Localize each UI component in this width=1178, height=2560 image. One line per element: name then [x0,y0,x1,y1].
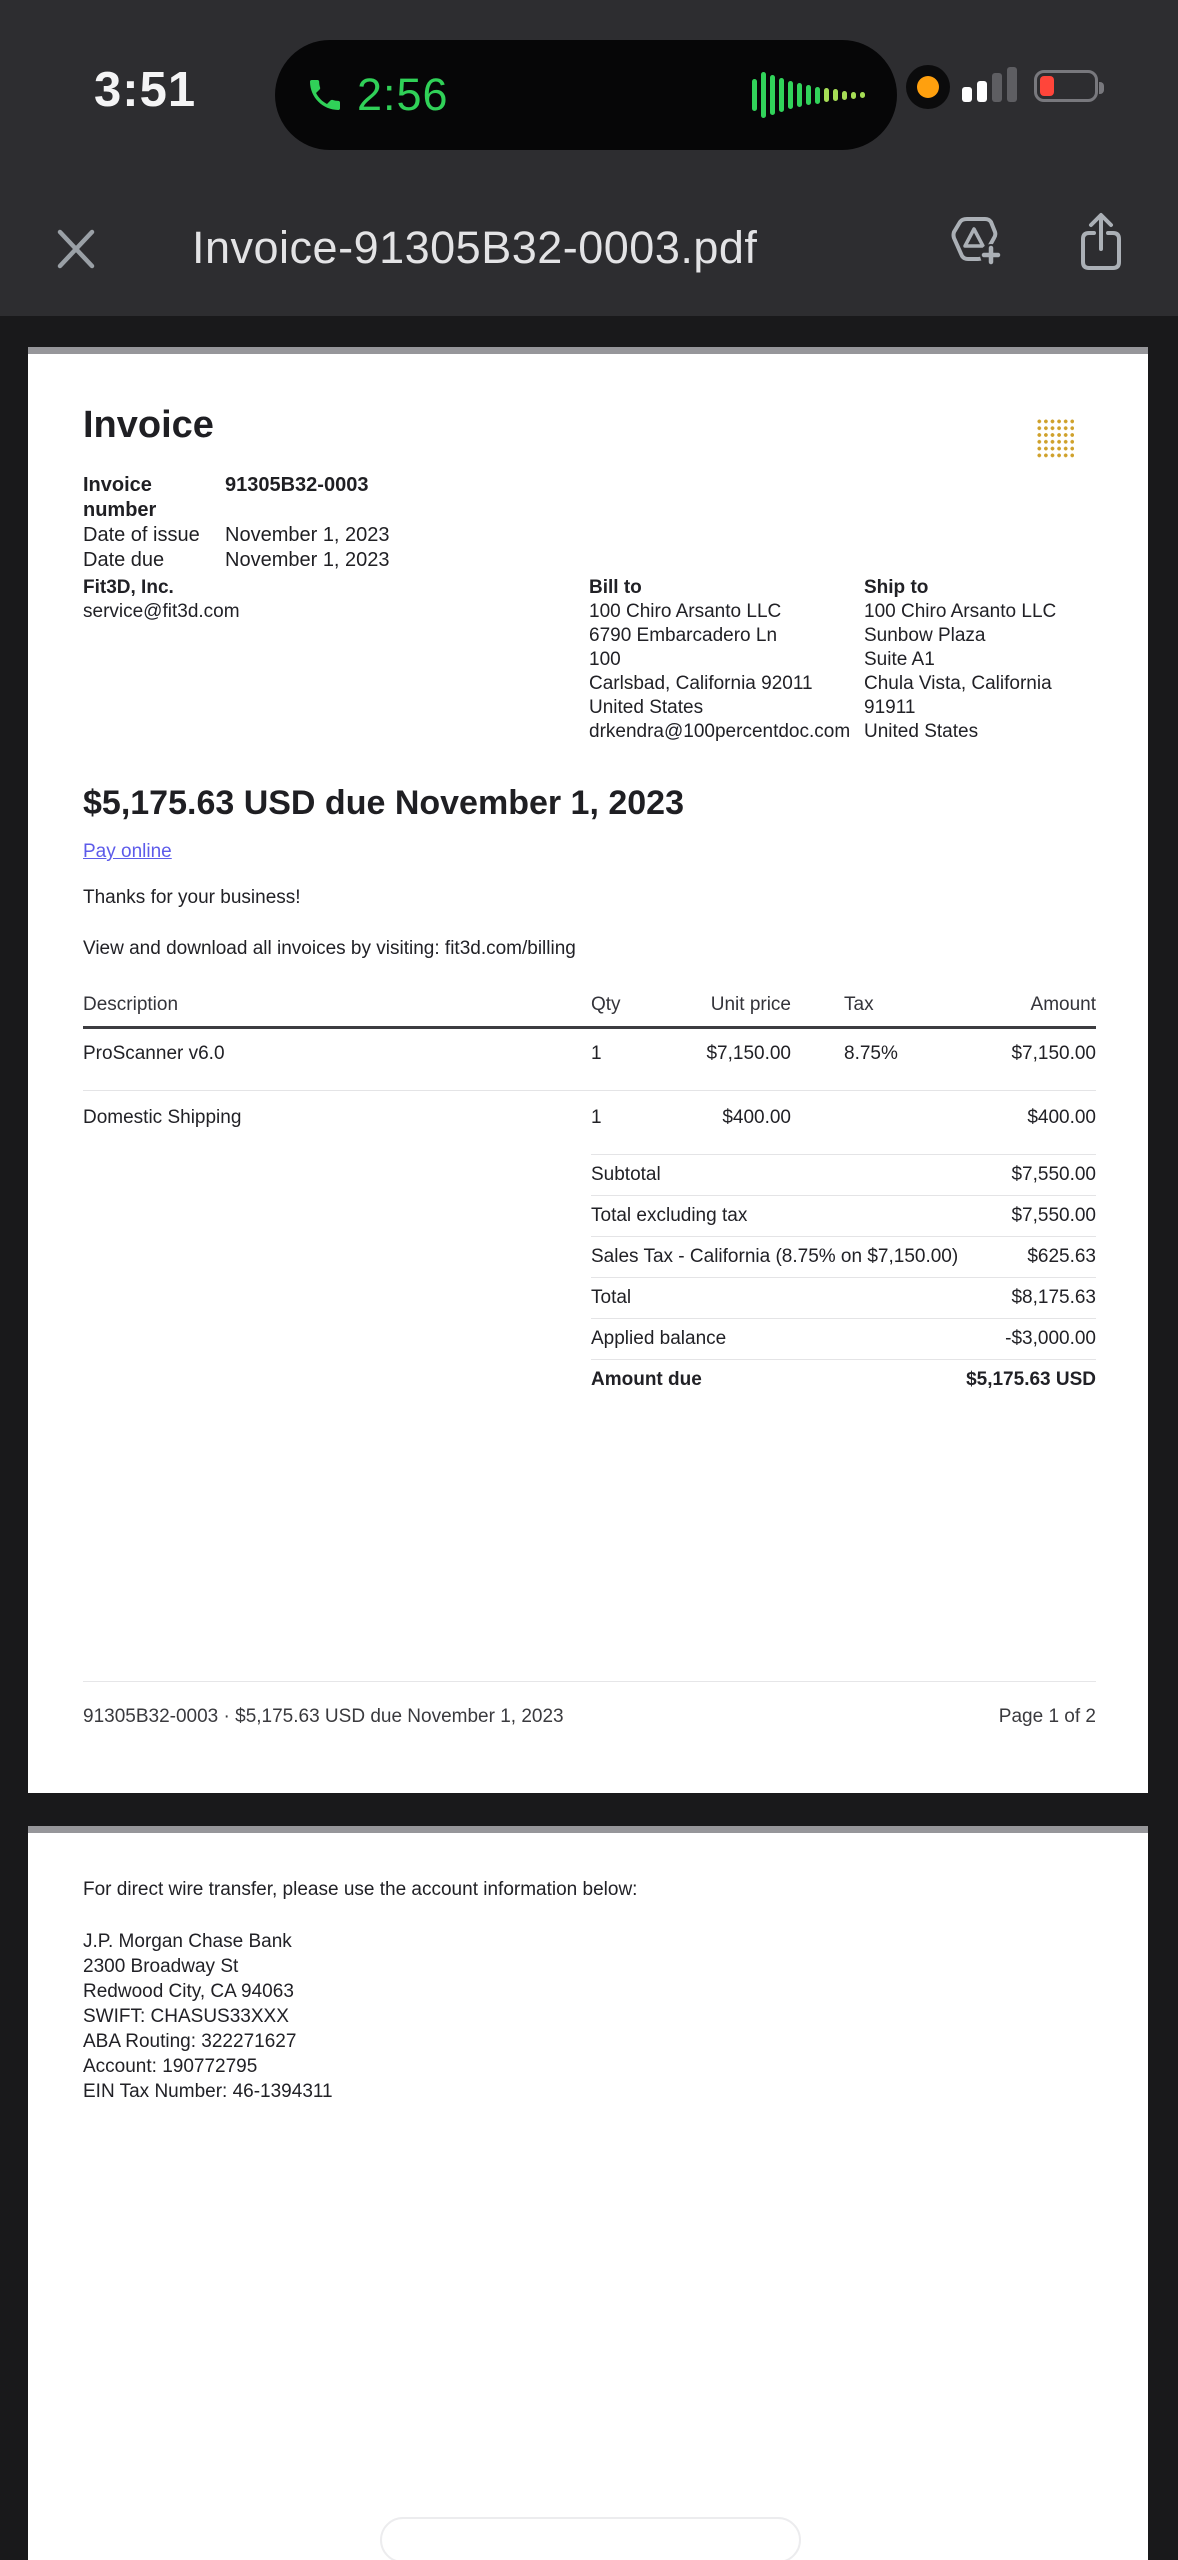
close-icon[interactable] [57,228,95,270]
applied-balance-row: Applied balance -$3,000.00 [591,1318,1096,1359]
total-row: Total $8,175.63 [591,1277,1096,1318]
amount-due-row: Amount due $5,175.63 USD [591,1359,1096,1400]
call-status [305,40,449,150]
cellular-signal-icon [962,67,1020,102]
thanks-note: Thanks for your business! [83,887,301,908]
line-items-table [83,994,1096,1400]
subtotal-row: Subtotal $7,550.00 [591,1154,1096,1195]
invoice-number-row: Invoice number 91305B32-0003 [83,474,369,521]
sales-tax-row: Sales Tax - California (8.75% on $7,150.00) $625.63 [591,1236,1096,1277]
pdf-page-1 [28,347,1148,1793]
pay-online-link[interactable]: Pay online [83,841,172,862]
footer-summary: 91305B32-0003 · $5,175.63 USD due November 1, 2023 [83,1706,564,1727]
pdf-page-2 [28,1826,1148,2560]
date-due-row: Date due November 1, 2023 [83,549,390,571]
dynamic-island-call-pill[interactable] [275,40,897,150]
battery-low-icon [1034,70,1098,102]
invoice-heading: Invoice [83,404,214,446]
wire-transfer-intro: For direct wire transfer, please use the account information below: [83,1879,638,1900]
totals-block [591,1154,1096,1400]
status-time: 3:51 [94,63,197,117]
bank-details-block: J.P. Morgan Chase Bank 2300 Broadway St Redwood City, CA 94063 SWIFT: CHASUS33XXX ABA Routing: 322271627 Account: 190772795 EIN Tax Number: 46-1394311 [83,1931,333,2102]
phone-call-icon [305,75,345,115]
bill-to-block: Bill to 100 Chiro Arsanto LLC 6790 Embarcadero Ln 100 Carlsbad, California 92011 United States drkendra@100percentdoc.com [589,577,851,742]
audio-waveform-icon [752,40,865,150]
table-row: Domestic Shipping 1 $400.00 $400.00 [83,1107,1096,1128]
call-duration: 2:56 [357,69,449,120]
table-header-row: Description Qty Unit price Tax Amount [83,994,1096,1029]
page-footer [83,1706,1096,1728]
page-number: Page 1 of 2 [998,1706,1096,1727]
billing-portal-note: View and download all invoices by visiting: fit3d.com/billing [83,938,576,959]
microphone-in-use-indicator [906,65,950,109]
ship-to-block: Ship to 100 Chiro Arsanto LLC Sunbow Plaza Suite A1 Chula Vista, California 91911 United States [864,577,1057,742]
date-of-issue-row: Date of issue November 1, 2023 [83,524,390,546]
page-indicator-chip[interactable] [380,2517,801,2560]
company-logo-dots [1036,418,1074,458]
share-icon[interactable] [1078,210,1124,272]
company-block: Fit3D, Inc. service@fit3d.com [83,577,240,622]
table-row: ProScanner v6.0 1 $7,150.00 8.75% $7,150.00 [83,1029,1096,1091]
invoice-meta [83,473,390,573]
amount-due-heading: $5,175.63 USD due November 1, 2023 [83,784,684,822]
viewer-chrome [0,0,1178,316]
document-title: Invoice-91305B32-0003.pdf [192,222,758,273]
annotate-add-icon[interactable] [946,212,1004,270]
total-excluding-tax-row: Total excluding tax $7,550.00 [591,1195,1096,1236]
footer-divider [83,1681,1096,1682]
